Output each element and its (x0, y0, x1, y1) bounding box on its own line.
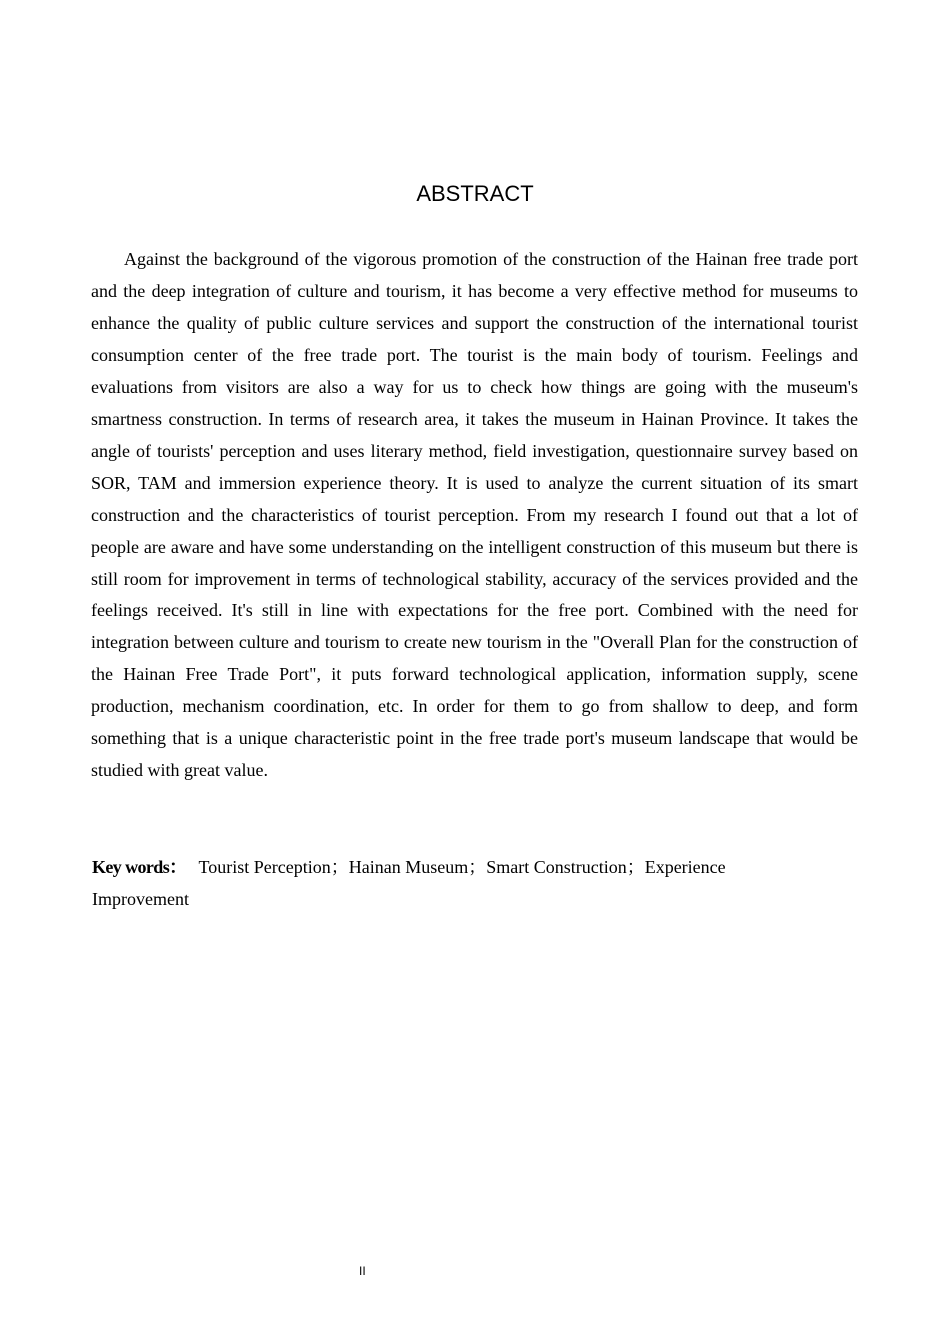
keywords-separator: ： (169, 857, 187, 877)
keywords-label: Key words (92, 857, 170, 877)
keywords-section (92, 851, 772, 915)
abstract-body: Against the background of the vigorous promotion of the construction of the Hainan free trade port and the deep integration of culture and tourism, it has become a very effective method for museums to enhance the quality of public culture services and support the construction of the international tourist consumption center of the free trade port. The tourist is the main body of tourism. Feelings and evaluations from visitors are also a way for us to check how things are going with the museum's smartness construction. In terms of research area, it takes the museum in Hainan Province. It takes the angle of tourists' perception and uses literary method, field investigation, questionnaire survey based on SOR, TAM and immersion experience theory. It is used to analyze the current situation of its smart construction and the characteristics of tourist perception. From my research I found out that a lot of people are aware and have some understanding on the intelligent construction of this museum but there is still room for improvement in terms of technological stability, accuracy of the services provided and the feelings received. It's still in line with expectations for the free port. Combined with the need for integration between culture and tourism to create new tourism in the "Overall Plan for the construction of the Hainan Free Trade Port", it puts forward technological application, information supply, scene production, mechanism coordination, etc. In order for them to go from shallow to deep, and form something that is a unique characteristic point in the free trade port's museum landscape that would be studied with great value. (91, 249, 858, 781)
page-number: II (359, 1264, 366, 1278)
keywords-list: Tourist Perception；Hainan Museum；Smart Construction；Experience Improvement (92, 857, 726, 909)
abstract-title: ABSTRACT (416, 181, 534, 206)
